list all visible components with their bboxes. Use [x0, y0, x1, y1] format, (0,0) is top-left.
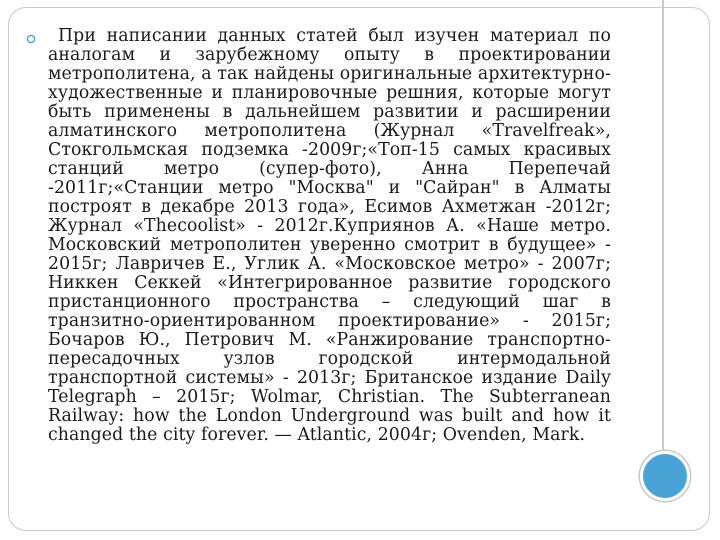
decorative-vertical-line [662, 0, 664, 452]
slide-body-text: При написании данных статей был изучен материал по аналогам и зарубежному опыту в проектировании метрополитена, а так найдены оригинальные архитектурно-художественные и планировочные решния, которые могут быть применены в дальнейшем развитии и расширении алматинского метрополитена (Журнал «Travelfreak», Стокгольмская подземка -2009г;«Топ-15 самых красивых станций метро (супер-фото), Анна Перепечай -2011г;«Станции метро "Москва" и "Сайран" в Алматы построят в декабре 2013 года», Есимов Ахметжан -2012г; Журнал «Thecoolist» - 2012г.Куприянов А. «Наше метро. Московский метрополитен уверенно смотрит в будущее» - 2015г; Лавричев Е., Углик А. «Московское метро» - 2007г; Никкен Секкей «Интегрированное развитие городского пристанционного пространства – следующий шаг в транзитно-ориентированном проектирование» - 2015г; Бочаров Ю., Петрович М. «Ранжирование транспортно- пересадочных узлов городской интермодальной транспортной системы» - 2013г; Британское издание Daily Telegraph – 2015г; Wolmar, Christian. The Subterranean Railway: how the London Underground was built and how it changed the city forever. — Atlantic, 2004г; Ovenden, Mark. [48, 26, 611, 445]
decorative-circle [640, 451, 690, 501]
hollow-circle-bullet-icon [26, 34, 36, 44]
